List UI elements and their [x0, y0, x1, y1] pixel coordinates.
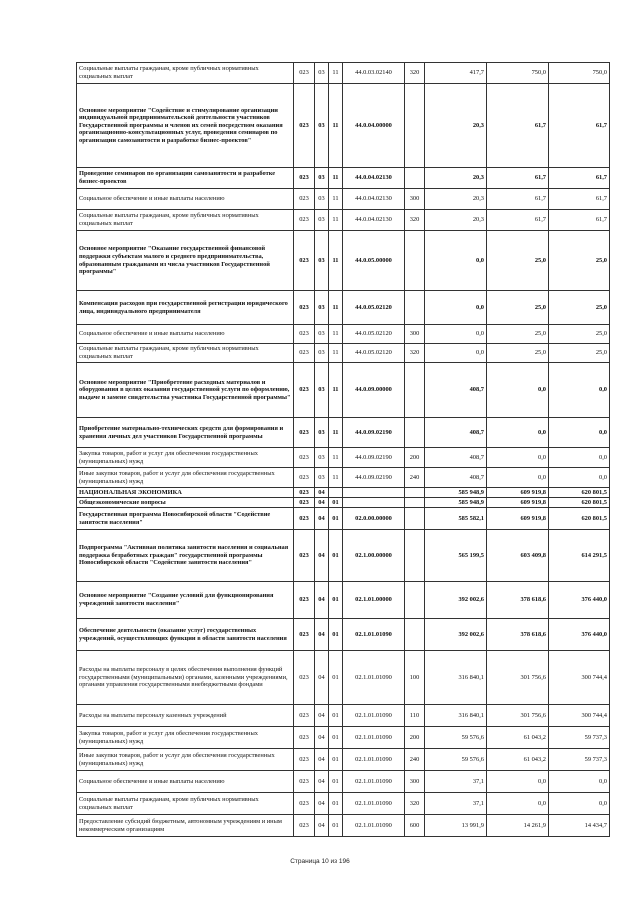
row-name: Закупка товаров, работ и услуг для обеспечения государственных (муниципальных) нужд	[77, 727, 294, 749]
amount-year-3: 0,0	[549, 793, 610, 815]
table-row	[77, 168, 610, 189]
subsection-code: 11	[329, 344, 343, 363]
amount-year-3: 0,0	[549, 363, 610, 418]
expense-type-code: 320	[405, 63, 425, 84]
section-code: 03	[315, 63, 329, 84]
amount-year-3: 750,0	[549, 63, 610, 84]
section-code: 04	[315, 582, 329, 619]
amount-year-3: 61,7	[549, 168, 610, 189]
section-code: 04	[315, 705, 329, 727]
section-code: 03	[315, 418, 329, 448]
grbs-code: 023	[294, 582, 315, 619]
amount-year-3: 620 801,5	[549, 508, 610, 530]
row-name: Социальные выплаты гражданам, кроме публичных нормативных социальных выплат	[77, 210, 294, 231]
table-row	[77, 84, 610, 168]
amount-year-2: 0,0	[487, 793, 549, 815]
target-article-code: 02.1.01.00000	[343, 582, 405, 619]
target-article-code: 02.1.01.01090	[343, 815, 405, 837]
section-code: 04	[315, 771, 329, 793]
amount-year-3: 0,0	[549, 448, 610, 468]
amount-year-2: 61,7	[487, 84, 549, 168]
expense-type-code: 200	[405, 448, 425, 468]
amount-year-2: 609 919,8	[487, 508, 549, 530]
subsection-code: 11	[329, 189, 343, 210]
amount-year-2: 0,0	[487, 468, 549, 488]
expense-type-code: 100	[405, 651, 425, 705]
grbs-code: 023	[294, 210, 315, 231]
amount-year-3: 25,0	[549, 231, 610, 291]
amount-year-1: 0,0	[425, 231, 487, 291]
subsection-code: 01	[329, 530, 343, 582]
table-row	[77, 231, 610, 291]
expense-type-code	[405, 418, 425, 448]
grbs-code: 023	[294, 325, 315, 344]
amount-year-1: 59 576,6	[425, 727, 487, 749]
table-row	[77, 651, 610, 705]
expense-type-code: 200	[405, 727, 425, 749]
expense-type-code: 320	[405, 210, 425, 231]
grbs-code: 023	[294, 498, 315, 508]
expense-type-code	[405, 231, 425, 291]
amount-year-2: 61 043,2	[487, 727, 549, 749]
target-article-code: 02.1.01.01090	[343, 749, 405, 771]
amount-year-1: 0,0	[425, 325, 487, 344]
amount-year-3: 300 744,4	[549, 651, 610, 705]
subsection-code: 11	[329, 210, 343, 231]
amount-year-1: 20,3	[425, 210, 487, 231]
expense-type-code: 320	[405, 793, 425, 815]
amount-year-1: 37,1	[425, 793, 487, 815]
row-name: Основное мероприятие "Приобретение расходных материалов и оборудования в целях оказания государственной услуги по оформлению, выдаче и замене свидетельства участника Государственной программы"	[77, 363, 294, 418]
subsection-code: 11	[329, 325, 343, 344]
grbs-code: 023	[294, 468, 315, 488]
subsection-code: 01	[329, 793, 343, 815]
grbs-code: 023	[294, 231, 315, 291]
target-article-code: 44.0.09.02190	[343, 468, 405, 488]
section-code: 03	[315, 189, 329, 210]
row-name: Социальные выплаты гражданам, кроме публичных нормативных социальных выплат	[77, 344, 294, 363]
table-row	[77, 418, 610, 448]
table-row	[77, 325, 610, 344]
amount-year-1: 316 840,1	[425, 651, 487, 705]
grbs-code: 023	[294, 291, 315, 325]
expense-type-code	[405, 498, 425, 508]
subsection-code: 01	[329, 582, 343, 619]
section-code: 03	[315, 325, 329, 344]
section-code: 03	[315, 168, 329, 189]
table-row	[77, 749, 610, 771]
grbs-code: 023	[294, 727, 315, 749]
row-name: Общеэкономические вопросы	[77, 498, 294, 508]
table-row	[77, 189, 610, 210]
target-article-code	[343, 488, 405, 498]
subsection-code: 01	[329, 498, 343, 508]
row-name: Социальное обеспечение и иные выплаты населению	[77, 189, 294, 210]
section-code: 04	[315, 749, 329, 771]
section-code: 03	[315, 468, 329, 488]
grbs-code: 023	[294, 63, 315, 84]
expense-type-code: 600	[405, 815, 425, 837]
target-article-code: 44.0.05.02120	[343, 344, 405, 363]
subsection-code: 11	[329, 468, 343, 488]
table-row	[77, 771, 610, 793]
amount-year-2: 14 261,9	[487, 815, 549, 837]
table-row	[77, 291, 610, 325]
grbs-code: 023	[294, 651, 315, 705]
expense-type-code: 240	[405, 749, 425, 771]
amount-year-1: 417,7	[425, 63, 487, 84]
section-code: 04	[315, 651, 329, 705]
table-row	[77, 705, 610, 727]
amount-year-3: 376 440,0	[549, 619, 610, 651]
grbs-code: 023	[294, 749, 315, 771]
grbs-code: 023	[294, 771, 315, 793]
grbs-code: 023	[294, 344, 315, 363]
section-code: 03	[315, 84, 329, 168]
row-name: Расходы на выплаты персоналу казенных учреждений	[77, 705, 294, 727]
table-row	[77, 63, 610, 84]
amount-year-3: 25,0	[549, 291, 610, 325]
subsection-code: 01	[329, 771, 343, 793]
section-code: 03	[315, 344, 329, 363]
target-article-code: 02.1.01.01090	[343, 727, 405, 749]
section-code: 03	[315, 291, 329, 325]
target-article-code: 44.0.03.02140	[343, 63, 405, 84]
target-article-code: 44.0.05.02120	[343, 325, 405, 344]
amount-year-3: 620 801,5	[549, 488, 610, 498]
amount-year-1: 565 199,5	[425, 530, 487, 582]
amount-year-2: 61,7	[487, 168, 549, 189]
expense-type-code	[405, 84, 425, 168]
grbs-code: 023	[294, 418, 315, 448]
amount-year-1: 585 948,9	[425, 498, 487, 508]
amount-year-1: 20,3	[425, 168, 487, 189]
amount-year-2: 0,0	[487, 771, 549, 793]
section-code: 03	[315, 231, 329, 291]
expense-type-code	[405, 488, 425, 498]
target-article-code: 02.1.01.01090	[343, 793, 405, 815]
subsection-code: 11	[329, 418, 343, 448]
amount-year-2: 750,0	[487, 63, 549, 84]
table-row	[77, 530, 610, 582]
target-article-code: 44.0.05.02120	[343, 291, 405, 325]
table-row	[77, 498, 610, 508]
amount-year-2: 301 756,6	[487, 705, 549, 727]
amount-year-3: 59 737,3	[549, 749, 610, 771]
row-name: Социальное обеспечение и иные выплаты населению	[77, 771, 294, 793]
subsection-code: 01	[329, 815, 343, 837]
subsection-code: 11	[329, 363, 343, 418]
grbs-code: 023	[294, 815, 315, 837]
section-code: 04	[315, 619, 329, 651]
amount-year-2: 609 919,8	[487, 498, 549, 508]
table-row	[77, 488, 610, 498]
target-article-code: 02.1.01.01090	[343, 651, 405, 705]
table-row	[77, 468, 610, 488]
grbs-code: 023	[294, 488, 315, 498]
amount-year-1: 37,1	[425, 771, 487, 793]
target-article-code: 02.1.01.01090	[343, 619, 405, 651]
amount-year-3: 0,0	[549, 771, 610, 793]
row-name: Социальное обеспечение и иные выплаты населению	[77, 325, 294, 344]
section-code: 04	[315, 498, 329, 508]
amount-year-1: 392 002,6	[425, 619, 487, 651]
table-body	[77, 63, 610, 837]
expense-type-code: 300	[405, 771, 425, 793]
subsection-code: 01	[329, 508, 343, 530]
amount-year-1: 408,7	[425, 418, 487, 448]
target-article-code: 02.1.01.01090	[343, 771, 405, 793]
amount-year-3: 59 737,3	[549, 727, 610, 749]
amount-year-2: 25,0	[487, 325, 549, 344]
table-row	[77, 582, 610, 619]
subsection-code: 11	[329, 231, 343, 291]
amount-year-2: 378 618,6	[487, 619, 549, 651]
document-page	[76, 62, 609, 837]
section-code: 04	[315, 727, 329, 749]
amount-year-1: 0,0	[425, 344, 487, 363]
target-article-code	[343, 498, 405, 508]
section-code: 03	[315, 448, 329, 468]
amount-year-1: 13 991,9	[425, 815, 487, 837]
subsection-code	[329, 488, 343, 498]
target-article-code: 02.0.00.00000	[343, 508, 405, 530]
amount-year-3: 61,7	[549, 84, 610, 168]
expense-type-code	[405, 508, 425, 530]
amount-year-2: 25,0	[487, 231, 549, 291]
amount-year-1: 0,0	[425, 291, 487, 325]
expense-type-code: 320	[405, 344, 425, 363]
amount-year-2: 25,0	[487, 291, 549, 325]
row-name: Государственная программа Новосибирской области "Содействие занятости населения"	[77, 508, 294, 530]
target-article-code: 44.0.04.02130	[343, 168, 405, 189]
expense-type-code: 300	[405, 325, 425, 344]
target-article-code: 44.0.09.00000	[343, 363, 405, 418]
row-name: Приобретение материально-технических средств для формирования и хранения личных дел участников Государственной программы	[77, 418, 294, 448]
grbs-code: 023	[294, 84, 315, 168]
target-article-code: 44.0.04.02130	[343, 210, 405, 231]
subsection-code: 11	[329, 84, 343, 168]
amount-year-3: 61,7	[549, 210, 610, 231]
subsection-code: 01	[329, 727, 343, 749]
amount-year-2: 0,0	[487, 418, 549, 448]
budget-table	[76, 62, 610, 837]
amount-year-3: 376 440,0	[549, 582, 610, 619]
expense-type-code	[405, 291, 425, 325]
subsection-code: 01	[329, 705, 343, 727]
section-code: 04	[315, 508, 329, 530]
row-name: Социальные выплаты гражданам, кроме публичных нормативных социальных выплат	[77, 63, 294, 84]
subsection-code: 01	[329, 749, 343, 771]
grbs-code: 023	[294, 508, 315, 530]
amount-year-2: 301 756,6	[487, 651, 549, 705]
row-name: Основное мероприятие "Создание условий для функционирования учреждений занятости населения"	[77, 582, 294, 619]
target-article-code: 44.0.09.02190	[343, 448, 405, 468]
grbs-code: 023	[294, 619, 315, 651]
row-name: Иные закупки товаров, работ и услуг для обеспечения государственных (муниципальных) нужд	[77, 749, 294, 771]
row-name: Проведение семинаров по организации самозанятости и разработке бизнес-проектов	[77, 168, 294, 189]
row-name: Основное мероприятие "Содействие и стимулирование организации индивидуальной предпринимательской деятельности участников Государственной программы и членов их семей посредством оказания организационно-консультационных услуг, проведения семинаров по организации самозанятости и разработке бизнес-проектов"	[77, 84, 294, 168]
amount-year-3: 25,0	[549, 344, 610, 363]
expense-type-code	[405, 530, 425, 582]
grbs-code: 023	[294, 530, 315, 582]
grbs-code: 023	[294, 448, 315, 468]
target-article-code: 44.0.05.00000	[343, 231, 405, 291]
amount-year-3: 0,0	[549, 468, 610, 488]
grbs-code: 023	[294, 363, 315, 418]
expense-type-code	[405, 582, 425, 619]
row-name: Обеспечение деятельности (оказание услуг) государственных учреждений, осуществляющих функции в области занятости населения	[77, 619, 294, 651]
row-name: Основное мероприятие "Оказание государственной финансовой поддержки субъектам малого и среднего предпринимательства, образованным гражданами из числа участников Государственной программы"	[77, 231, 294, 291]
table-row	[77, 793, 610, 815]
amount-year-1: 316 840,1	[425, 705, 487, 727]
subsection-code: 01	[329, 651, 343, 705]
amount-year-2: 61 043,2	[487, 749, 549, 771]
amount-year-1: 585 948,9	[425, 488, 487, 498]
section-code: 04	[315, 530, 329, 582]
expense-type-code	[405, 619, 425, 651]
amount-year-1: 392 002,6	[425, 582, 487, 619]
table-row	[77, 363, 610, 418]
row-name: НАЦИОНАЛЬНАЯ ЭКОНОМИКА	[77, 488, 294, 498]
table-row	[77, 344, 610, 363]
section-code: 04	[315, 488, 329, 498]
table-row	[77, 210, 610, 231]
grbs-code: 023	[294, 189, 315, 210]
section-code: 04	[315, 793, 329, 815]
subsection-code: 01	[329, 619, 343, 651]
target-article-code: 02.1.00.00000	[343, 530, 405, 582]
target-article-code: 44.0.09.02190	[343, 418, 405, 448]
section-code: 04	[315, 815, 329, 837]
amount-year-3: 614 291,5	[549, 530, 610, 582]
amount-year-2: 0,0	[487, 448, 549, 468]
amount-year-1: 585 582,1	[425, 508, 487, 530]
table-row	[77, 815, 610, 837]
table-row	[77, 508, 610, 530]
amount-year-3: 0,0	[549, 418, 610, 448]
amount-year-2: 0,0	[487, 363, 549, 418]
amount-year-2: 25,0	[487, 344, 549, 363]
grbs-code: 023	[294, 793, 315, 815]
expense-type-code	[405, 363, 425, 418]
table-row	[77, 727, 610, 749]
amount-year-2: 378 618,6	[487, 582, 549, 619]
row-name: Расходы на выплаты персоналу в целях обеспечения выполнения функций государственными (муниципальными) органами, казенными учреждениями, органами управления государственными внебюджетными фондами	[77, 651, 294, 705]
subsection-code: 11	[329, 63, 343, 84]
amount-year-3: 61,7	[549, 189, 610, 210]
grbs-code: 023	[294, 705, 315, 727]
target-article-code: 44.0.04.00000	[343, 84, 405, 168]
amount-year-2: 61,7	[487, 189, 549, 210]
subsection-code: 11	[329, 291, 343, 325]
amount-year-1: 408,7	[425, 363, 487, 418]
expense-type-code: 240	[405, 468, 425, 488]
amount-year-1: 20,3	[425, 189, 487, 210]
table-row	[77, 448, 610, 468]
amount-year-1: 59 576,6	[425, 749, 487, 771]
section-code: 03	[315, 210, 329, 231]
grbs-code: 023	[294, 168, 315, 189]
amount-year-1: 20,3	[425, 84, 487, 168]
target-article-code: 44.0.04.02130	[343, 189, 405, 210]
amount-year-2: 61,7	[487, 210, 549, 231]
row-name: Иные закупки товаров, работ и услуг для обеспечения государственных (муниципальных) нужд	[77, 468, 294, 488]
section-code: 03	[315, 363, 329, 418]
row-name: Социальные выплаты гражданам, кроме публичных нормативных социальных выплат	[77, 793, 294, 815]
page-footer: Страница 10 из 196	[290, 858, 350, 865]
amount-year-2: 603 409,8	[487, 530, 549, 582]
table-row	[77, 619, 610, 651]
target-article-code: 02.1.01.01090	[343, 705, 405, 727]
amount-year-3: 620 801,5	[549, 498, 610, 508]
row-name: Подпрограмма "Активная политика занятости населения и социальная поддержка безработных граждан" государственной программы Новосибирской области "Содействие занятости населения"	[77, 530, 294, 582]
amount-year-1: 408,7	[425, 468, 487, 488]
subsection-code: 11	[329, 168, 343, 189]
subsection-code: 11	[329, 448, 343, 468]
row-name: Компенсация расходов при государственной регистрации юридического лица, индивидуального предпринимателя	[77, 291, 294, 325]
amount-year-3: 300 744,4	[549, 705, 610, 727]
row-name: Закупка товаров, работ и услуг для обеспечения государственных (муниципальных) нужд	[77, 448, 294, 468]
amount-year-2: 609 919,8	[487, 488, 549, 498]
expense-type-code	[405, 168, 425, 189]
row-name: Предоставление субсидий бюджетным, автономным учреждениям и иным некоммерческим организациям	[77, 815, 294, 837]
amount-year-1: 408,7	[425, 448, 487, 468]
expense-type-code: 110	[405, 705, 425, 727]
expense-type-code: 300	[405, 189, 425, 210]
amount-year-3: 14 434,7	[549, 815, 610, 837]
amount-year-3: 25,0	[549, 325, 610, 344]
